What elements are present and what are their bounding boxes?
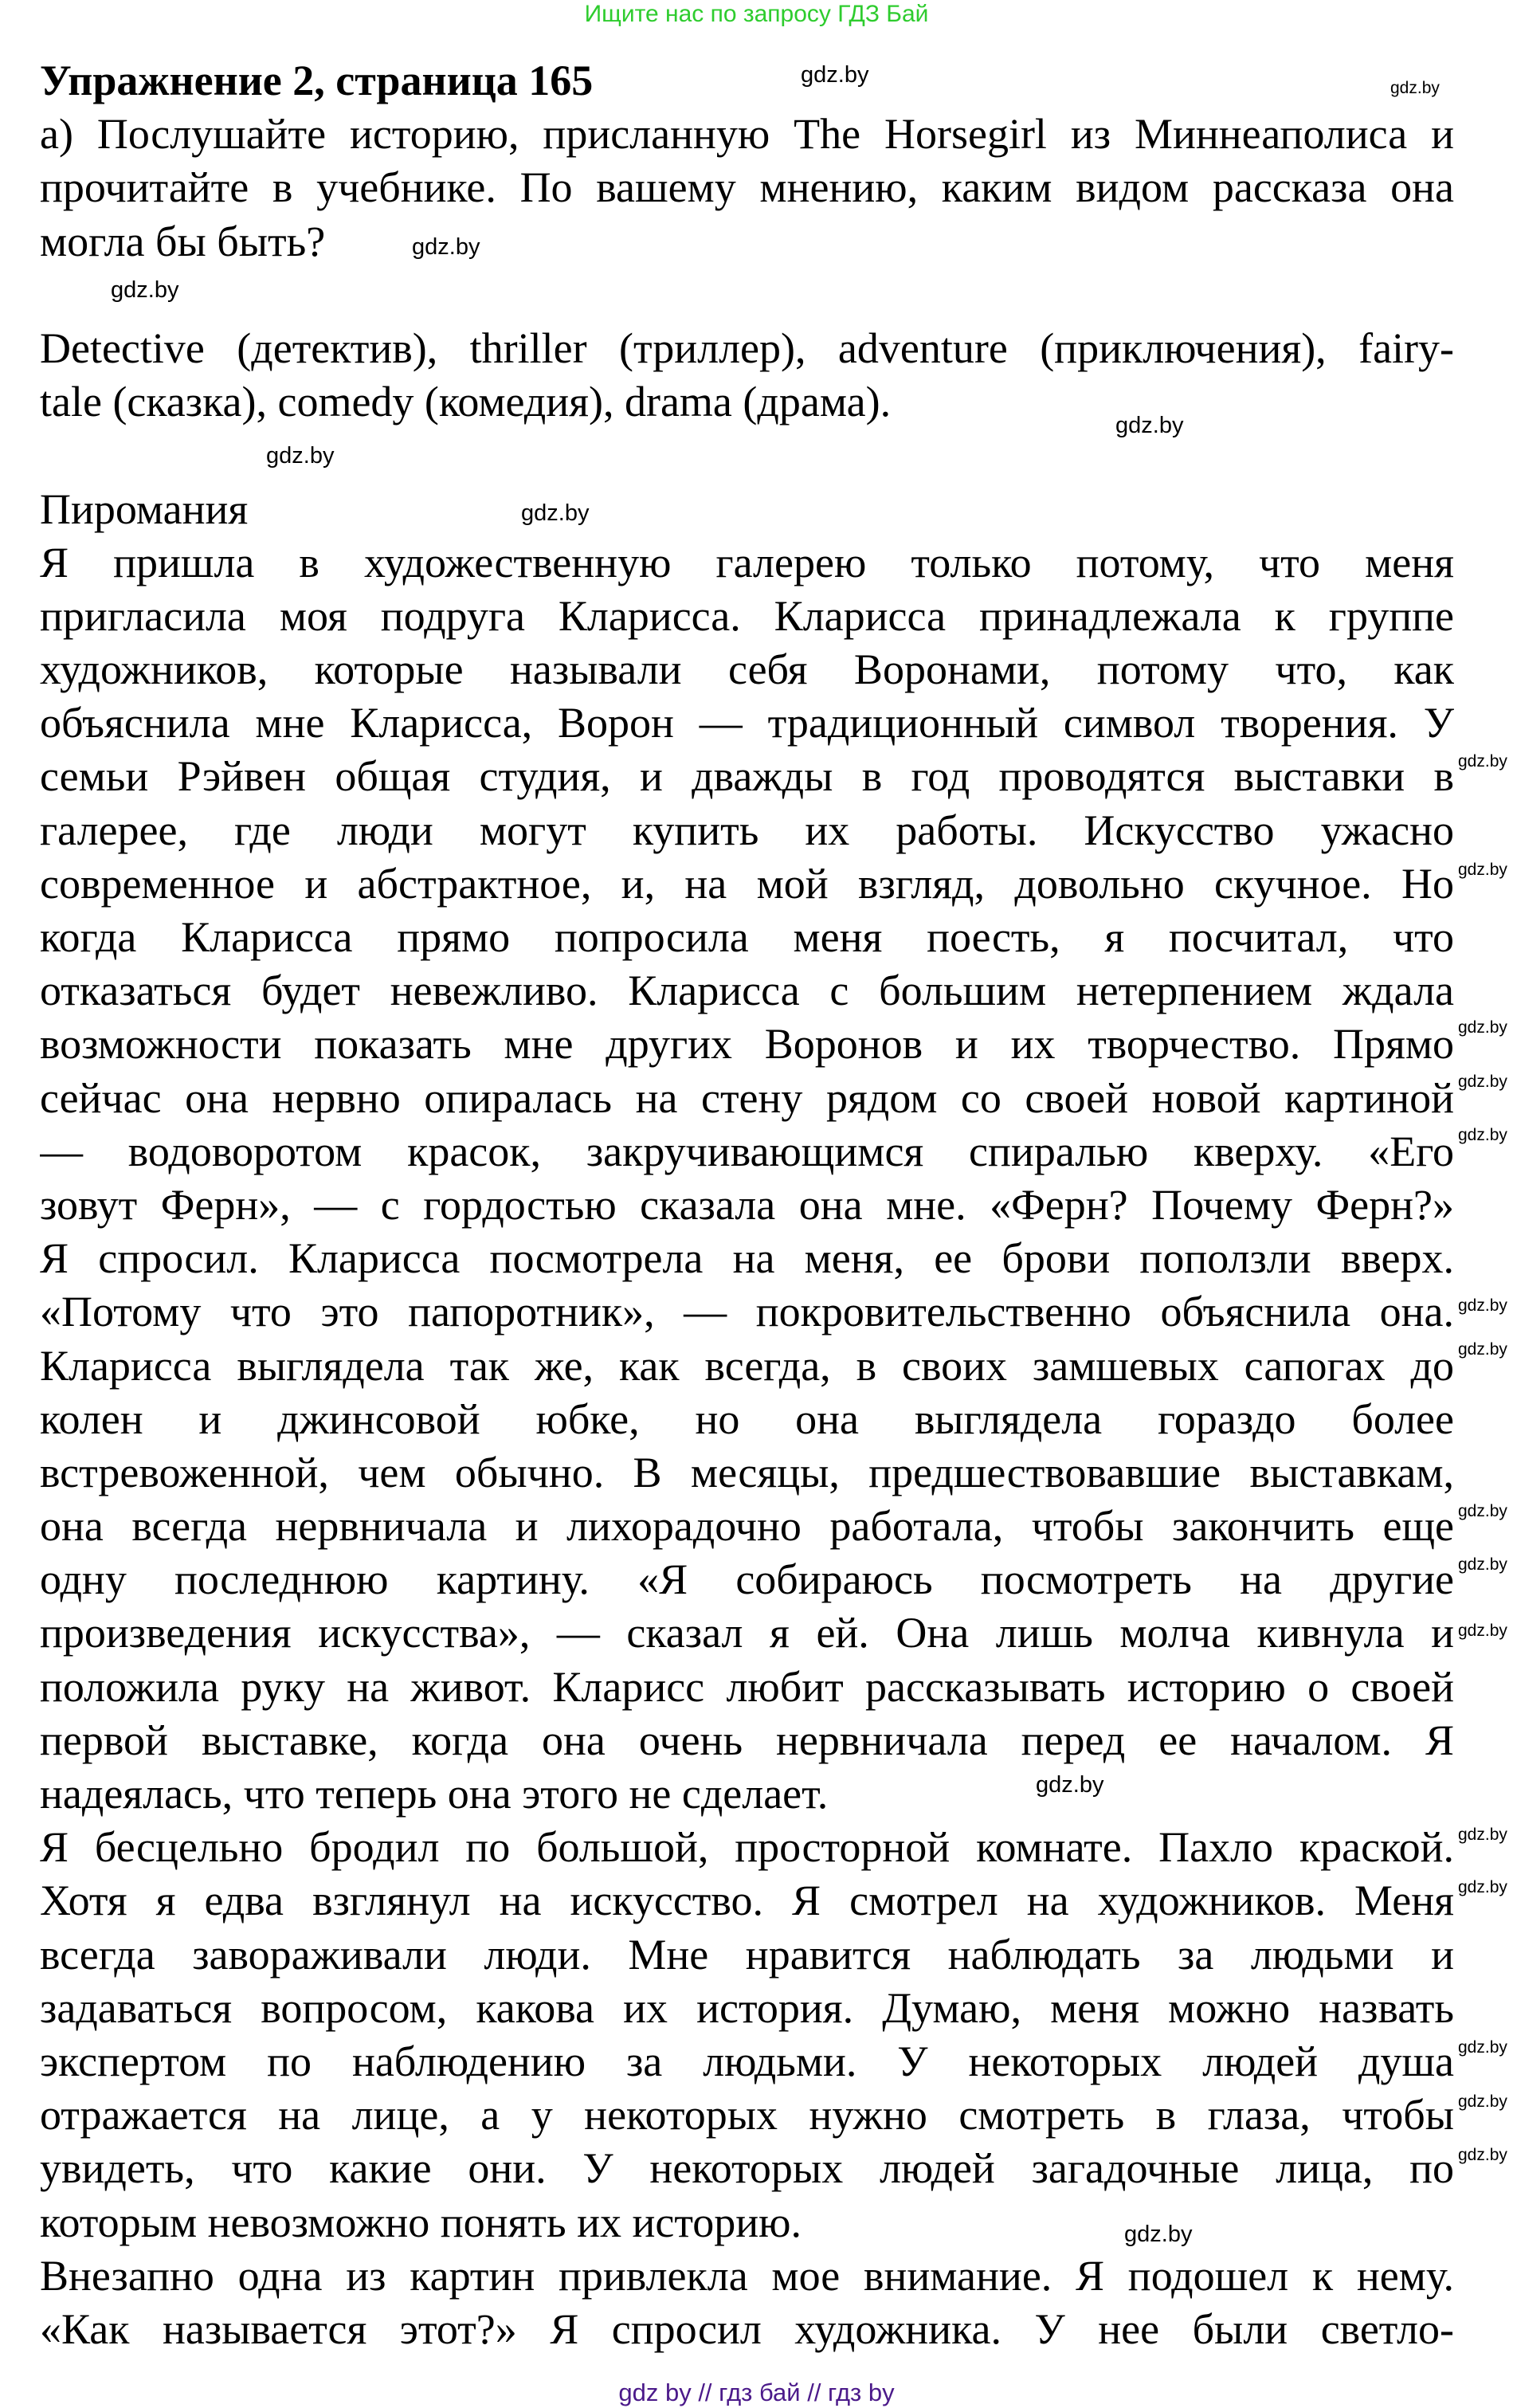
- story-text: [40, 536, 1454, 2356]
- story-line: всегда завораживали люди. Мне нравится наблюдать за людьми и: [40, 1930, 1454, 1979]
- watermark: gdz.by: [1115, 413, 1184, 438]
- watermark: gdz.by: [1036, 1772, 1104, 1798]
- watermark: gdz.by: [1458, 1126, 1507, 1144]
- watermark: gdz.by: [1458, 861, 1507, 879]
- answer-line: Detective (детектив), thriller (триллер), adventure (приключения), fairy-: [40, 324, 1454, 372]
- watermark: gdz.by: [111, 277, 179, 303]
- story-line: семьи Рэйвен общая студия, и дважды в год проводятся выставки в: [40, 752, 1454, 801]
- story-line: современное и абстрактное, и, на мой взгляд, довольно скучное. Но: [40, 859, 1454, 908]
- watermark: gdz.by: [1458, 1018, 1507, 1037]
- story-paragraph: [40, 1821, 1454, 2249]
- watermark: gdz.by: [412, 234, 480, 260]
- watermark: gdz.by: [1458, 1555, 1507, 1574]
- task-text: [40, 108, 1454, 269]
- watermark: gdz.by: [1458, 1073, 1507, 1091]
- story-line: колен и джинсовой юбке, но она выглядела гораздо более: [40, 1394, 1454, 1443]
- story-line: сейчас она нервно опиралась на стену рядом со своей новой картиной: [40, 1073, 1454, 1122]
- footer-links[interactable]: gdz by // гдз бай // гдз by: [618, 2379, 895, 2406]
- story-line: Хотя я едва взглянул на искусство. Я смотрел на художников. Меня: [40, 1877, 1454, 1925]
- watermark: gdz.by: [801, 62, 869, 88]
- story-line: возможности показать мне других Воронов и их творчество. Прямо: [40, 1020, 1454, 1069]
- watermark: gdz.by: [1458, 2038, 1507, 2057]
- watermark: gdz.by: [1458, 2146, 1507, 2164]
- story-line: встревоженной, чем обычно. В месяцы, предшествовавшие выставкам,: [40, 1448, 1454, 1496]
- story-paragraph: [40, 536, 1454, 1822]
- story-line: художников, которые называли себя Воронами, потому что, как: [40, 645, 1454, 694]
- story-line: увидеть, что какие они. У некоторых людей загадочные лица, по: [40, 2144, 1454, 2193]
- story-line: отражается на лице, а у некоторых нужно смотреть в глаза, чтобы: [40, 2091, 1454, 2139]
- story-line: «Потому что это папоротник», — покровительственно объяснила она.: [40, 1288, 1454, 1336]
- story-line: одну последнюю картину. «Я собираюсь посмотреть на другие: [40, 1555, 1454, 1604]
- task-line: а) Послушайте историю, присланную The Horsegirl из Миннеаполиса и: [40, 110, 1454, 159]
- story-line: Внезапно одна из картин привлекла мое внимание. Я подошел к нему.: [40, 2251, 1454, 2300]
- story-line: которым невозможно понять их историю.: [40, 2198, 802, 2246]
- story-line: «Как называется этот?» Я спросил художника. У нее были светло-: [40, 2304, 1454, 2353]
- story-line: задаваться вопросом, какова их история. Думаю, меня можно назвать: [40, 1983, 1454, 2032]
- story-line: Я пришла в художественную галерею только потому, что меня: [40, 538, 1454, 586]
- story-line: надеялась, что теперь она этого не сделает.: [40, 1770, 829, 1818]
- story-line: когда Кларисса прямо попросила меня поесть, я посчитал, что: [40, 913, 1454, 961]
- answer-text: [40, 322, 1454, 429]
- story-line: зовут Ферн», — с гордостью сказала она мне. «Ферн? Почему Ферн?»: [40, 1180, 1454, 1229]
- story-line: объяснила мне Кларисса, Ворон — традиционный символ творения. У: [40, 699, 1454, 747]
- story-line: Я бесцельно бродил по большой, просторной комнате. Пахло краской.: [40, 1823, 1454, 1872]
- watermark: gdz.by: [521, 500, 590, 526]
- watermark: gdz.by: [1458, 1622, 1507, 1640]
- answer-line: tale (сказка), comedy (комедия), drama (драма).: [40, 378, 892, 426]
- watermark: gdz.by: [1458, 1502, 1507, 1520]
- task-line: прочитайте в учебнике. По вашему мнению, каким видом рассказа она: [40, 163, 1454, 212]
- story-line: отказаться будет невежливо. Кларисса с большим нетерпением ждала: [40, 967, 1454, 1015]
- watermark: gdz.by: [1458, 1340, 1507, 1359]
- watermark: gdz.by: [1124, 2222, 1193, 2247]
- task-line: могла бы быть?: [40, 217, 326, 265]
- story-line: пригласила моя подруга Кларисса. Кларисса принадлежала к группе: [40, 591, 1454, 640]
- watermark: gdz.by: [1458, 1296, 1507, 1315]
- watermark: gdz.by: [1458, 2092, 1507, 2111]
- story-title: Пиромания: [40, 484, 249, 533]
- story-line: Кларисса выглядела так же, как всегда, в своих замшевых сапогах до: [40, 1341, 1454, 1390]
- story-line: Я спросил. Кларисса посмотрела на меня, ее брови поползли вверх.: [40, 1234, 1454, 1283]
- watermark: gdz.by: [266, 443, 335, 469]
- document-body: [40, 54, 1454, 2356]
- story-line: первой выставке, когда она очень нервничала перед ее началом. Я: [40, 1716, 1454, 1764]
- story-line: галерее, где люди могут купить их работы. Искусство ужасно: [40, 806, 1454, 854]
- story-line: положила руку на живот. Кларисс любит рассказывать историю о своей: [40, 1662, 1454, 1711]
- story-line: произведения искусства», — сказал я ей. Она лишь молча кивнула и: [40, 1609, 1454, 1657]
- story-line: экспертом по наблюдению за людьми. У некоторых людей душа: [40, 2037, 1454, 2085]
- page-title: Упражнение 2, страница 165: [40, 57, 594, 104]
- watermark: gdz.by: [1458, 1878, 1507, 1896]
- watermark: gdz.by: [1458, 752, 1507, 771]
- watermark: gdz.by: [1390, 79, 1440, 97]
- story-line: — водоворотом красок, закручивающимся спиралью кверху. «Его: [40, 1127, 1454, 1175]
- story-line: она всегда нервничала и лихорадочно работала, чтобы закончить еще: [40, 1502, 1454, 1551]
- watermark: gdz.by: [1458, 1826, 1507, 1844]
- search-banner[interactable]: Ищите нас по запросу ГДЗ Бай: [584, 1, 929, 27]
- story-paragraph: [40, 2249, 1454, 2356]
